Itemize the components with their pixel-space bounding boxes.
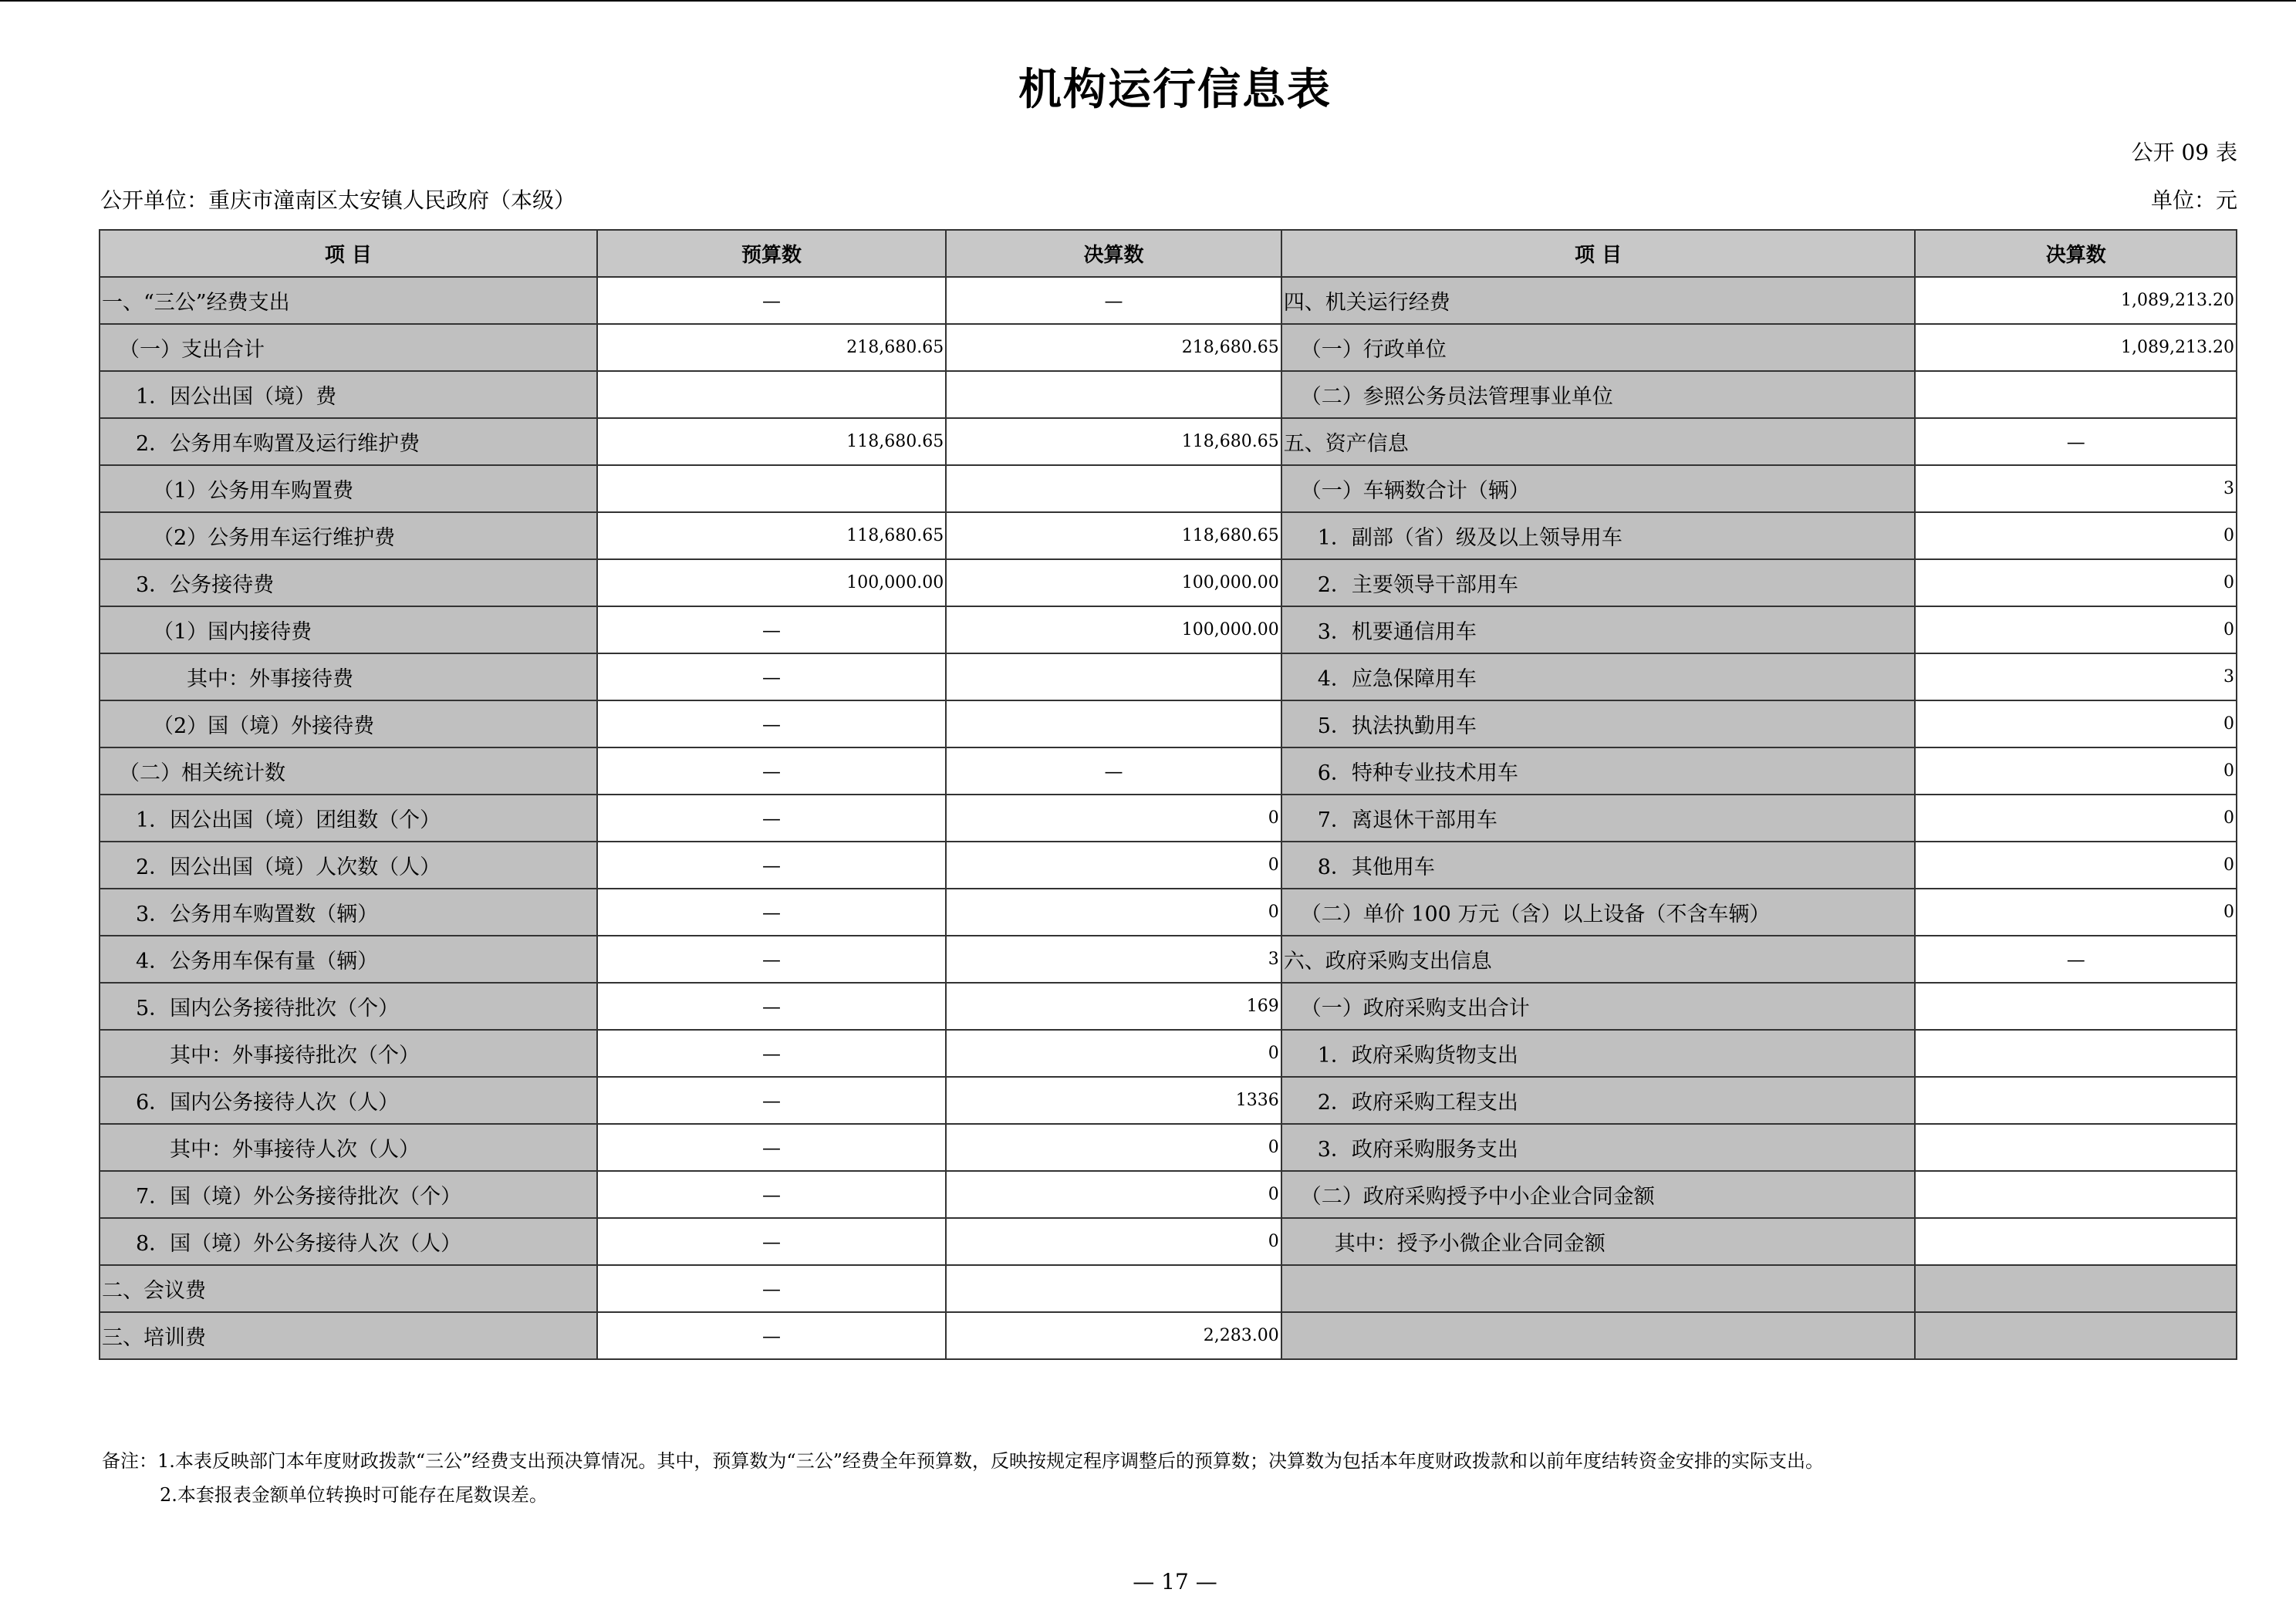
- cell-budget: —: [597, 889, 946, 936]
- cell-final-left: [946, 1265, 1281, 1312]
- note-line-2: 2.本套报表金额单位转换时可能存在尾数误差。: [160, 1484, 548, 1506]
- cell-final-right: 3: [1915, 465, 2237, 512]
- cell-item-left: 2．因公出国（境）人次数（人）: [100, 842, 597, 889]
- table-row: [100, 512, 2237, 559]
- cell-budget: —: [597, 842, 946, 889]
- cell-final-left: 100,000.00: [946, 559, 1281, 606]
- cell-final-right: [1915, 1077, 2237, 1124]
- cell-item-right: （二）参照公务员法管理事业单位: [1281, 371, 1916, 418]
- cell-item-left: （1）国内接待费: [100, 606, 597, 653]
- cell-budget: —: [597, 1265, 946, 1312]
- cell-item-left: 6．国内公务接待人次（人）: [100, 1077, 597, 1124]
- cell-final-left: [946, 700, 1281, 747]
- cell-budget: —: [597, 1077, 946, 1124]
- cell-item-left: 其中：外事接待批次（个）: [100, 1030, 597, 1077]
- cell-item-left: 一、“三公”经费支出: [100, 277, 597, 324]
- cell-item-right: 2．政府采购工程支出: [1281, 1077, 1916, 1124]
- cell-budget: [597, 465, 946, 512]
- table-row: [100, 418, 2237, 465]
- cell-item-left: 其中：外事接待费: [100, 653, 597, 700]
- cell-item-left: 7．国（境）外公务接待批次（个）: [100, 1171, 597, 1218]
- cell-final-left: 169: [946, 983, 1281, 1030]
- table-row: [100, 1171, 2237, 1218]
- cell-budget: —: [597, 606, 946, 653]
- cell-final-right: 0: [1915, 889, 2237, 936]
- header-final-left: 决算数: [946, 230, 1281, 277]
- cell-final-right: 0: [1915, 512, 2237, 559]
- table-row: [100, 371, 2237, 418]
- cell-final-right: [1915, 1312, 2237, 1359]
- top-rule: [0, 0, 2296, 2]
- cell-item-left: （2）公务用车运行维护费: [100, 512, 597, 559]
- cell-final-left: [946, 371, 1281, 418]
- header-budget: 预算数: [597, 230, 946, 277]
- cell-budget: —: [597, 747, 946, 795]
- info-table: [99, 229, 2237, 1360]
- cell-budget: —: [597, 795, 946, 842]
- table-row: [100, 1124, 2237, 1171]
- cell-item-right: [1281, 1265, 1916, 1312]
- cell-final-left: —: [946, 747, 1281, 795]
- cell-item-right: （二）单价 100 万元（含）以上设备（不含车辆）: [1281, 889, 1916, 936]
- cell-item-right: 2．主要领导干部用车: [1281, 559, 1916, 606]
- cell-budget: [597, 371, 946, 418]
- cell-final-left: 0: [946, 1218, 1281, 1265]
- table-row: [100, 747, 2237, 795]
- cell-item-left: 二、会议费: [100, 1265, 597, 1312]
- cell-item-left: （1）公务用车购置费: [100, 465, 597, 512]
- cell-final-right: 0: [1915, 606, 2237, 653]
- cell-item-right: 3．政府采购服务支出: [1281, 1124, 1916, 1171]
- cell-final-right: [1915, 1124, 2237, 1171]
- cell-budget: —: [597, 1312, 946, 1359]
- publishing-unit: 公开单位：重庆市潼南区太安镇人民政府（本级）: [100, 187, 576, 213]
- header-item-right: 项 目: [1281, 230, 1916, 277]
- cell-final-left: 3: [946, 936, 1281, 983]
- cell-item-right: 7．离退休干部用车: [1281, 795, 1916, 842]
- page-number: — 17 —: [1133, 1569, 1217, 1594]
- cell-final-right: 0: [1915, 795, 2237, 842]
- table-body: [100, 277, 2237, 1359]
- table-row: [100, 1030, 2237, 1077]
- cell-item-left: 1．因公出国（境）团组数（个）: [100, 795, 597, 842]
- cell-item-right: 5．执法执勤用车: [1281, 700, 1916, 747]
- table-row: [100, 277, 2237, 324]
- cell-item-left: 4．公务用车保有量（辆）: [100, 936, 597, 983]
- cell-final-right: 0: [1915, 559, 2237, 606]
- cell-final-left: 1336: [946, 1077, 1281, 1124]
- cell-final-right: [1915, 371, 2237, 418]
- cell-item-right: 六、政府采购支出信息: [1281, 936, 1916, 983]
- cell-budget: —: [597, 1171, 946, 1218]
- cell-item-right: 1．政府采购货物支出: [1281, 1030, 1916, 1077]
- cell-final-left: —: [946, 277, 1281, 324]
- cell-item-left: 1．因公出国（境）费: [100, 371, 597, 418]
- table-row: [100, 653, 2237, 700]
- cell-final-right: —: [1915, 418, 2237, 465]
- cell-final-left: 0: [946, 842, 1281, 889]
- cell-budget: 118,680.65: [597, 418, 946, 465]
- table-row: [100, 1077, 2237, 1124]
- cell-final-right: [1915, 1171, 2237, 1218]
- cell-final-left: [946, 653, 1281, 700]
- cell-budget: —: [597, 700, 946, 747]
- cell-final-left: 0: [946, 889, 1281, 936]
- header-final-right: 决算数: [1915, 230, 2237, 277]
- table-row: [100, 1312, 2237, 1359]
- cell-final-right: 1,089,213.20: [1915, 324, 2237, 371]
- table-row: [100, 1218, 2237, 1265]
- cell-final-left: 2,283.00: [946, 1312, 1281, 1359]
- cell-item-left: 3．公务接待费: [100, 559, 597, 606]
- cell-final-left: 0: [946, 1171, 1281, 1218]
- table-row: [100, 559, 2237, 606]
- cell-item-right: [1281, 1312, 1916, 1359]
- cell-budget: —: [597, 1030, 946, 1077]
- cell-item-right: 四、机关运行经费: [1281, 277, 1916, 324]
- cell-final-right: [1915, 1265, 2237, 1312]
- cell-item-left: （一）支出合计: [100, 324, 597, 371]
- cell-final-right: —: [1915, 936, 2237, 983]
- table-code: 公开 09 表: [2131, 140, 2237, 165]
- cell-final-right: [1915, 1218, 2237, 1265]
- table-row: [100, 324, 2237, 371]
- cell-item-left: 8．国（境）外公务接待人次（人）: [100, 1218, 597, 1265]
- cell-final-right: 0: [1915, 700, 2237, 747]
- cell-final-left: [946, 465, 1281, 512]
- cell-budget: —: [597, 1124, 946, 1171]
- cell-item-right: 1．副部（省）级及以上领导用车: [1281, 512, 1916, 559]
- table-row: [100, 795, 2237, 842]
- table-row: [100, 983, 2237, 1030]
- cell-budget: —: [597, 983, 946, 1030]
- cell-item-left: （二）相关统计数: [100, 747, 597, 795]
- cell-item-right: 3．机要通信用车: [1281, 606, 1916, 653]
- cell-final-right: 0: [1915, 842, 2237, 889]
- notes: [102, 1444, 1824, 1512]
- table-row: [100, 1265, 2237, 1312]
- currency-unit: 单位：元: [2150, 187, 2237, 213]
- cell-budget: —: [597, 653, 946, 700]
- cell-final-left: 0: [946, 1030, 1281, 1077]
- cell-final-left: 0: [946, 795, 1281, 842]
- cell-budget: 118,680.65: [597, 512, 946, 559]
- cell-item-right: （一）车辆数合计（辆）: [1281, 465, 1916, 512]
- cell-final-right: 1,089,213.20: [1915, 277, 2237, 324]
- cell-item-left: 2．公务用车购置及运行维护费: [100, 418, 597, 465]
- cell-final-right: [1915, 983, 2237, 1030]
- cell-item-right: 五、资产信息: [1281, 418, 1916, 465]
- cell-final-left: 218,680.65: [946, 324, 1281, 371]
- cell-final-right: [1915, 1030, 2237, 1077]
- cell-item-left: 3．公务用车购置数（辆）: [100, 889, 597, 936]
- cell-final-right: 3: [1915, 653, 2237, 700]
- table-container: [99, 229, 2237, 1439]
- cell-item-right: 其中：授予小微企业合同金额: [1281, 1218, 1916, 1265]
- cell-item-right: （一）政府采购支出合计: [1281, 983, 1916, 1030]
- cell-item-right: （二）政府采购授予中小企业合同金额: [1281, 1171, 1916, 1218]
- cell-item-right: 8．其他用车: [1281, 842, 1916, 889]
- table-row: [100, 700, 2237, 747]
- cell-final-left: 118,680.65: [946, 512, 1281, 559]
- cell-item-right: （一）行政单位: [1281, 324, 1916, 371]
- note-line-1: 备注：1.本表反映部门本年度财政拨款“三公”经费支出预决算情况。其中，预算数为“三公”经费全年预算数，反映按规定程序调整后的预算数；决算数为包括本年度财政拨款和以前年度结转资金安排的实际支出。: [102, 1450, 1824, 1472]
- cell-budget: —: [597, 1218, 946, 1265]
- cell-item-left: 三、培训费: [100, 1312, 597, 1359]
- header-item-left: 项 目: [100, 230, 597, 277]
- table-row: [100, 842, 2237, 889]
- cell-final-left: 0: [946, 1124, 1281, 1171]
- cell-final-left: 100,000.00: [946, 606, 1281, 653]
- cell-budget: —: [597, 277, 946, 324]
- cell-item-left: 5．国内公务接待批次（个）: [100, 983, 597, 1030]
- cell-item-left: （2）国（境）外接待费: [100, 700, 597, 747]
- table-row: [100, 889, 2237, 936]
- cell-item-right: 4．应急保障用车: [1281, 653, 1916, 700]
- cell-budget: 218,680.65: [597, 324, 946, 371]
- cell-budget: 100,000.00: [597, 559, 946, 606]
- table-row: [100, 606, 2237, 653]
- table-row: [100, 936, 2237, 983]
- cell-final-left: 118,680.65: [946, 418, 1281, 465]
- cell-item-left: 其中：外事接待人次（人）: [100, 1124, 597, 1171]
- page-title: 机构运行信息表: [1018, 65, 1332, 115]
- cell-budget: —: [597, 936, 946, 983]
- table-row: [100, 465, 2237, 512]
- table-header-row: [100, 230, 2237, 277]
- cell-final-right: 0: [1915, 747, 2237, 795]
- cell-item-right: 6．特种专业技术用车: [1281, 747, 1916, 795]
